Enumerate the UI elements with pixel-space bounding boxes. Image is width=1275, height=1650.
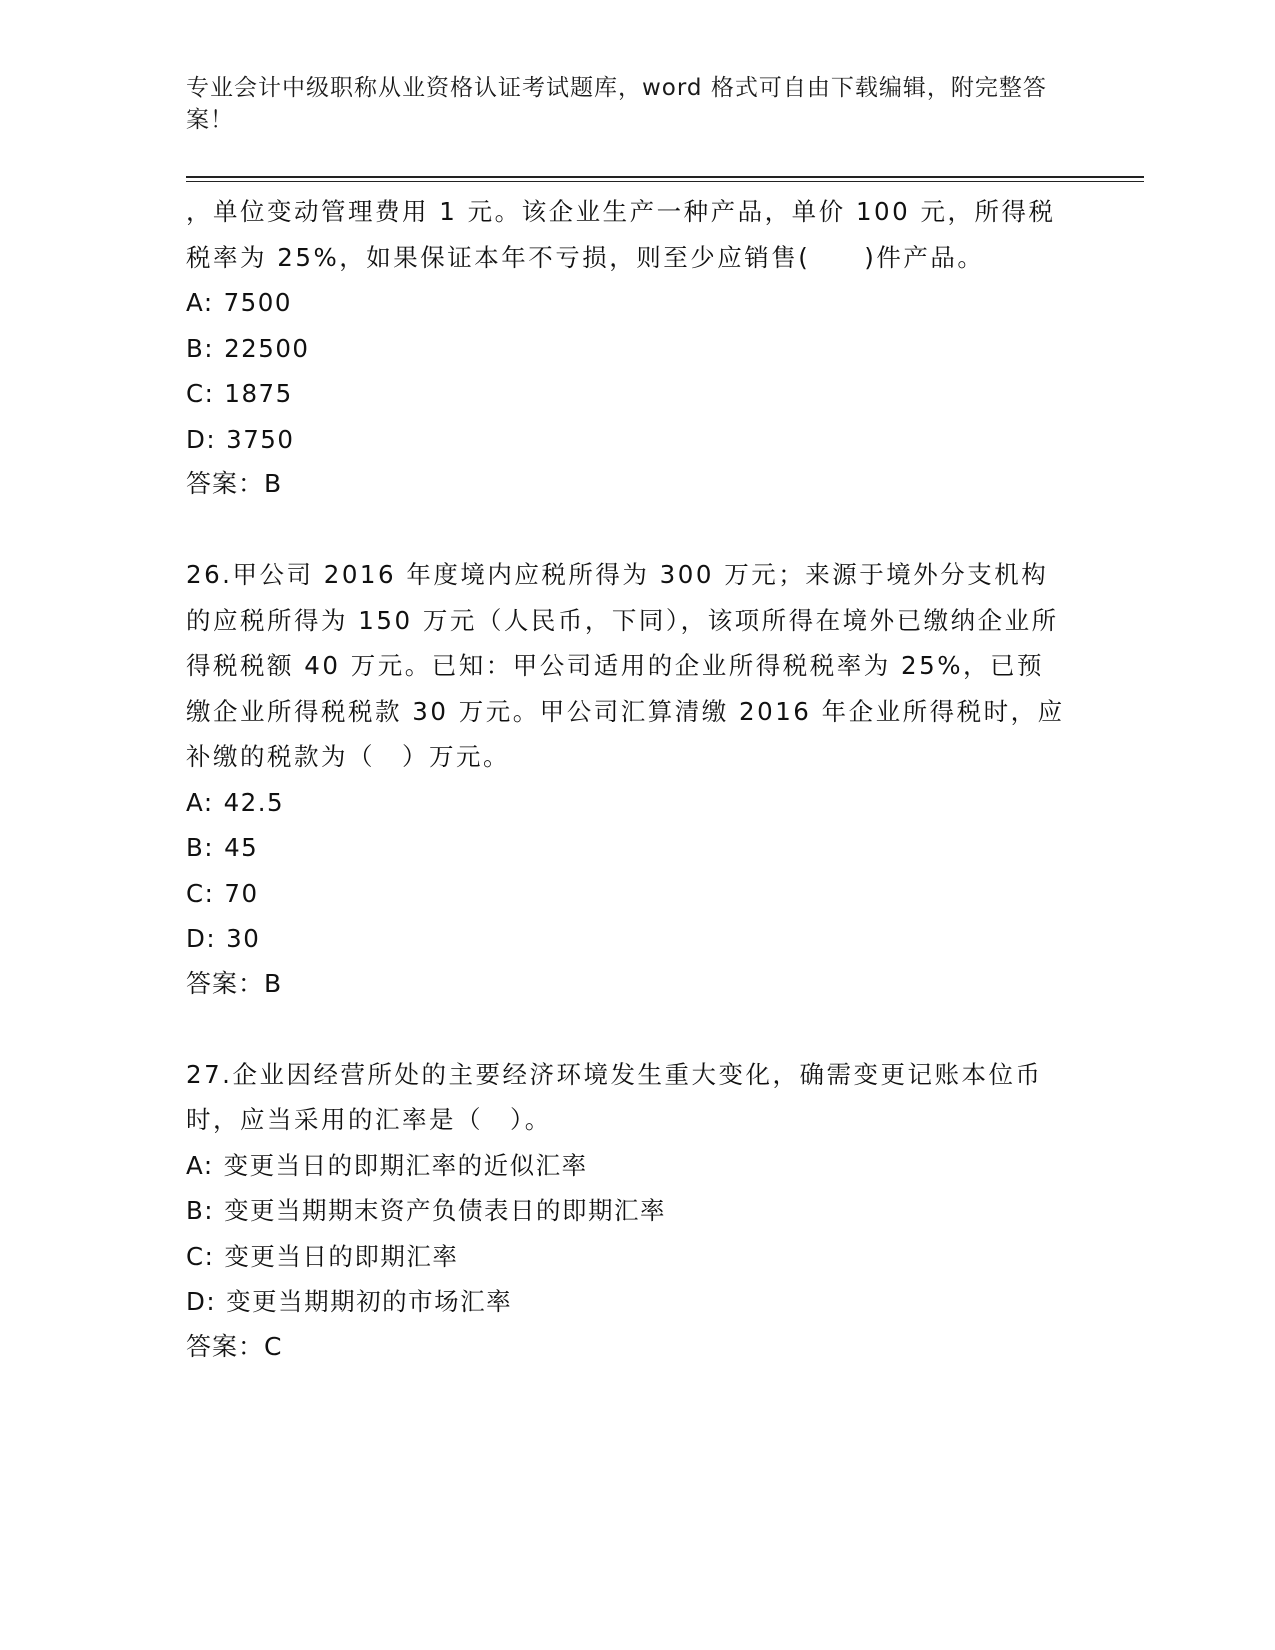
option-value: 22500 xyxy=(224,333,310,363)
option-d xyxy=(186,417,1066,463)
option-b xyxy=(186,1188,1066,1234)
option-value: 变更当期期初的市场汇率 xyxy=(226,1287,513,1316)
option-value: 变更当日的即期汇率 xyxy=(224,1241,459,1271)
question-block xyxy=(186,189,1066,505)
option-key: B: xyxy=(186,1196,215,1225)
question-block xyxy=(186,552,1066,1005)
option-key: D: xyxy=(186,924,217,953)
header-divider-thin xyxy=(186,181,1144,182)
option-key: C: xyxy=(186,878,215,908)
option-key: A: xyxy=(186,787,214,817)
option-b xyxy=(186,825,1066,871)
option-value: 42.5 xyxy=(223,787,285,817)
question-block xyxy=(186,1052,1066,1368)
question-text: ，单位变动管理费用 1 元。该企业生产一种产品，单价 100 元，所得税税率为 25%，如果保证本年不亏损，则至少应销售( )件产品。 xyxy=(186,197,1056,272)
answer-line: 答案：C xyxy=(186,1331,283,1361)
option-c xyxy=(186,1234,1066,1280)
option-c xyxy=(186,371,1066,417)
header-divider xyxy=(186,176,1144,178)
question-text: 26.甲公司 2016 年度境内应税所得为 300 万元；来源于境外分支机构的应税所得为 150 万元（人民币，下同），该项所得在境外已缴纳企业所得税税额 40 万元。已知：甲公司适用的企业所得税税率为 25%，已预缴企业所得税税款 30 万元。甲公司汇算清缴 2016 年企业所得税时，应补缴的税款为（ ）万元。 xyxy=(186,560,1065,771)
option-value: 70 xyxy=(224,878,259,908)
option-value: 30 xyxy=(226,924,261,953)
option-value: 1875 xyxy=(224,379,293,408)
spacer xyxy=(186,505,1066,552)
option-value: 3750 xyxy=(226,424,295,454)
option-key: A: xyxy=(186,1150,214,1180)
question-text: 27.企业因经营所处的主要经济环境发生重大变化，确需变更记账本位币时，应当采用的汇率是（ ）。 xyxy=(186,1059,1043,1134)
option-d xyxy=(186,1279,1066,1325)
option-value: 45 xyxy=(224,833,259,862)
option-value: 变更当期期末资产负债表日的即期汇率 xyxy=(224,1196,667,1225)
option-key: B: xyxy=(186,333,215,363)
option-a xyxy=(186,1143,1066,1189)
option-value: 7500 xyxy=(223,288,292,317)
question-list xyxy=(186,189,1066,1368)
option-b xyxy=(186,326,1066,372)
option-value: 变更当日的即期汇率的近似汇率 xyxy=(223,1150,588,1180)
option-key: A: xyxy=(186,288,214,317)
option-key: D: xyxy=(186,424,217,454)
option-key: C: xyxy=(186,379,215,408)
option-a xyxy=(186,280,1066,326)
answer-line: 答案：B xyxy=(186,469,283,498)
option-key: C: xyxy=(186,1241,215,1271)
option-a xyxy=(186,780,1066,826)
option-key: B: xyxy=(186,833,215,862)
option-key: D: xyxy=(186,1287,217,1316)
spacer xyxy=(186,1005,1066,1052)
page-header: 专业会计中级职称从业资格认证考试题库，word 格式可自由下载编辑，附完整答案！ xyxy=(186,75,1047,133)
option-c xyxy=(186,871,1066,917)
option-d xyxy=(186,916,1066,962)
answer-line: 答案：B xyxy=(186,968,283,998)
